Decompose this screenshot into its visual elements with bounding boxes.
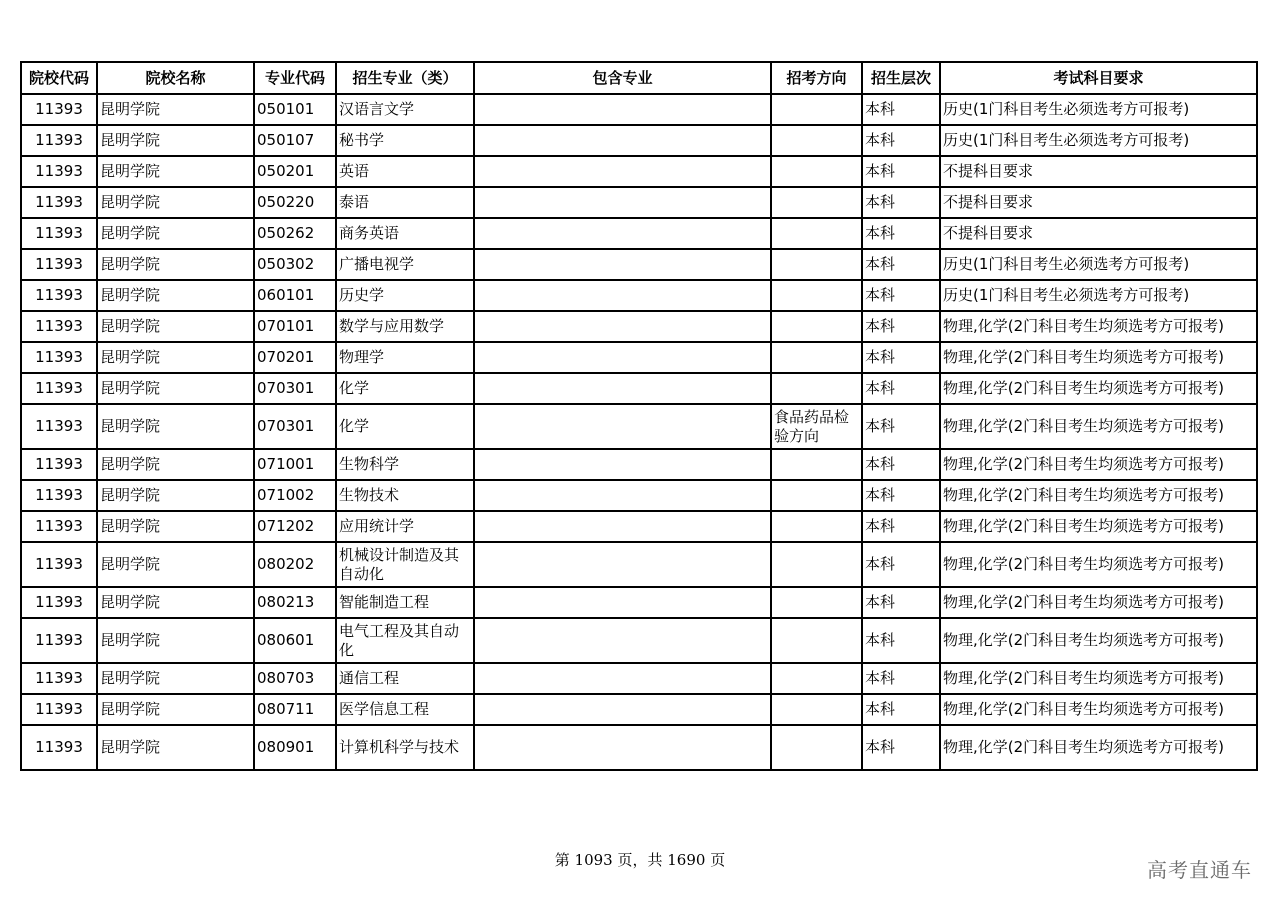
cell-level: 本科 xyxy=(862,511,940,542)
cell-school-name: 昆明学院 xyxy=(97,187,254,218)
cell-school-code: 11393 xyxy=(21,480,97,511)
cell-included-majors xyxy=(474,187,771,218)
cell-school-code: 11393 xyxy=(21,694,97,725)
cell-school-name: 昆明学院 xyxy=(97,587,254,618)
cell-major: 生物技术 xyxy=(336,480,474,511)
cell-included-majors xyxy=(474,94,771,125)
cell-major: 生物科学 xyxy=(336,449,474,480)
cell-level: 本科 xyxy=(862,311,940,342)
cell-school-code: 11393 xyxy=(21,449,97,480)
table-row xyxy=(21,373,1257,404)
table-row xyxy=(21,156,1257,187)
cell-level: 本科 xyxy=(862,94,940,125)
cell-requirement: 物理,化学(2门科目考生均须选考方可报考) xyxy=(940,511,1257,542)
cell-school-code: 11393 xyxy=(21,404,97,449)
cell-direction xyxy=(771,480,862,511)
table-row xyxy=(21,280,1257,311)
cell-major-code: 050107 xyxy=(254,125,336,156)
cell-school-name: 昆明学院 xyxy=(97,480,254,511)
cell-level: 本科 xyxy=(862,449,940,480)
cell-requirement: 不提科目要求 xyxy=(940,187,1257,218)
cell-requirement: 历史(1门科目考生必须选考方可报考) xyxy=(940,125,1257,156)
cell-major: 历史学 xyxy=(336,280,474,311)
header-major: 招生专业（类） xyxy=(336,62,474,94)
cell-level: 本科 xyxy=(862,542,940,587)
cell-direction xyxy=(771,311,862,342)
cell-major: 医学信息工程 xyxy=(336,694,474,725)
table-header-row xyxy=(21,62,1257,94)
cell-major: 商务英语 xyxy=(336,218,474,249)
header-requirement: 考试科目要求 xyxy=(940,62,1257,94)
cell-included-majors xyxy=(474,694,771,725)
cell-major-code: 080703 xyxy=(254,663,336,694)
cell-requirement: 物理,化学(2门科目考生均须选考方可报考) xyxy=(940,542,1257,587)
cell-major-code: 071002 xyxy=(254,480,336,511)
cell-major-code: 080711 xyxy=(254,694,336,725)
cell-direction xyxy=(771,249,862,280)
cell-major: 汉语言文学 xyxy=(336,94,474,125)
cell-requirement: 不提科目要求 xyxy=(940,156,1257,187)
cell-school-code: 11393 xyxy=(21,218,97,249)
admissions-table xyxy=(20,61,1258,771)
cell-major-code: 050262 xyxy=(254,218,336,249)
table-row xyxy=(21,618,1257,663)
cell-major-code: 050101 xyxy=(254,94,336,125)
cell-major: 计算机科学与技术 xyxy=(336,725,474,770)
cell-direction xyxy=(771,663,862,694)
cell-included-majors xyxy=(474,125,771,156)
table-row xyxy=(21,663,1257,694)
cell-major: 广播电视学 xyxy=(336,249,474,280)
cell-major-code: 080901 xyxy=(254,725,336,770)
cell-school-name: 昆明学院 xyxy=(97,542,254,587)
cell-requirement: 历史(1门科目考生必须选考方可报考) xyxy=(940,249,1257,280)
cell-level: 本科 xyxy=(862,587,940,618)
cell-level: 本科 xyxy=(862,156,940,187)
cell-included-majors xyxy=(474,373,771,404)
cell-requirement: 历史(1门科目考生必须选考方可报考) xyxy=(940,280,1257,311)
cell-major: 泰语 xyxy=(336,187,474,218)
table-row xyxy=(21,94,1257,125)
cell-school-code: 11393 xyxy=(21,280,97,311)
cell-major-code: 080213 xyxy=(254,587,336,618)
cell-major-code: 070201 xyxy=(254,342,336,373)
cell-major: 化学 xyxy=(336,373,474,404)
cell-level: 本科 xyxy=(862,280,940,311)
table-row xyxy=(21,218,1257,249)
cell-included-majors xyxy=(474,404,771,449)
cell-major: 秘书学 xyxy=(336,125,474,156)
cell-school-name: 昆明学院 xyxy=(97,94,254,125)
cell-school-name: 昆明学院 xyxy=(97,618,254,663)
table-row xyxy=(21,542,1257,587)
cell-level: 本科 xyxy=(862,480,940,511)
header-school-name: 院校名称 xyxy=(97,62,254,94)
cell-level: 本科 xyxy=(862,618,940,663)
cell-included-majors xyxy=(474,218,771,249)
cell-school-code: 11393 xyxy=(21,311,97,342)
cell-included-majors xyxy=(474,480,771,511)
cell-major: 通信工程 xyxy=(336,663,474,694)
cell-school-name: 昆明学院 xyxy=(97,280,254,311)
cell-level: 本科 xyxy=(862,218,940,249)
page-number-footer: 第 1093 页，共 1690 页 xyxy=(554,851,726,869)
cell-school-name: 昆明学院 xyxy=(97,725,254,770)
cell-requirement: 历史(1门科目考生必须选考方可报考) xyxy=(940,94,1257,125)
cell-major-code: 070101 xyxy=(254,311,336,342)
cell-direction xyxy=(771,342,862,373)
cell-major: 物理学 xyxy=(336,342,474,373)
cell-school-code: 11393 xyxy=(21,725,97,770)
cell-school-code: 11393 xyxy=(21,587,97,618)
cell-included-majors xyxy=(474,311,771,342)
cell-school-name: 昆明学院 xyxy=(97,404,254,449)
cell-school-code: 11393 xyxy=(21,249,97,280)
cell-direction xyxy=(771,156,862,187)
cell-level: 本科 xyxy=(862,342,940,373)
cell-included-majors xyxy=(474,511,771,542)
cell-requirement: 物理,化学(2门科目考生均须选考方可报考) xyxy=(940,694,1257,725)
header-school-code: 院校代码 xyxy=(21,62,97,94)
cell-major: 化学 xyxy=(336,404,474,449)
cell-included-majors xyxy=(474,542,771,587)
table-row xyxy=(21,511,1257,542)
cell-direction xyxy=(771,694,862,725)
cell-direction xyxy=(771,125,862,156)
cell-included-majors xyxy=(474,280,771,311)
cell-level: 本科 xyxy=(862,373,940,404)
cell-direction xyxy=(771,542,862,587)
cell-level: 本科 xyxy=(862,404,940,449)
table-row xyxy=(21,587,1257,618)
cell-requirement: 物理,化学(2门科目考生均须选考方可报考) xyxy=(940,663,1257,694)
table-body xyxy=(21,94,1257,770)
cell-major: 电气工程及其自动化 xyxy=(336,618,474,663)
cell-major: 机械设计制造及其自动化 xyxy=(336,542,474,587)
table-row xyxy=(21,694,1257,725)
cell-major-code: 050220 xyxy=(254,187,336,218)
cell-school-name: 昆明学院 xyxy=(97,694,254,725)
header-level: 招生层次 xyxy=(862,62,940,94)
cell-major-code: 080601 xyxy=(254,618,336,663)
cell-major: 应用统计学 xyxy=(336,511,474,542)
cell-requirement: 物理,化学(2门科目考生均须选考方可报考) xyxy=(940,373,1257,404)
cell-school-code: 11393 xyxy=(21,187,97,218)
cell-direction xyxy=(771,449,862,480)
cell-major-code: 070301 xyxy=(254,373,336,404)
table-row xyxy=(21,311,1257,342)
cell-school-name: 昆明学院 xyxy=(97,125,254,156)
cell-included-majors xyxy=(474,449,771,480)
cell-direction xyxy=(771,511,862,542)
cell-school-name: 昆明学院 xyxy=(97,663,254,694)
cell-requirement: 物理,化学(2门科目考生均须选考方可报考) xyxy=(940,404,1257,449)
cell-level: 本科 xyxy=(862,249,940,280)
cell-requirement: 物理,化学(2门科目考生均须选考方可报考) xyxy=(940,587,1257,618)
cell-school-code: 11393 xyxy=(21,542,97,587)
cell-school-name: 昆明学院 xyxy=(97,373,254,404)
cell-included-majors xyxy=(474,156,771,187)
cell-requirement: 不提科目要求 xyxy=(940,218,1257,249)
cell-direction xyxy=(771,94,862,125)
cell-direction xyxy=(771,218,862,249)
cell-direction xyxy=(771,373,862,404)
cell-school-code: 11393 xyxy=(21,156,97,187)
cell-major-code: 071202 xyxy=(254,511,336,542)
cell-requirement: 物理,化学(2门科目考生均须选考方可报考) xyxy=(940,725,1257,770)
cell-level: 本科 xyxy=(862,125,940,156)
cell-direction xyxy=(771,725,862,770)
table-row xyxy=(21,404,1257,449)
cell-included-majors xyxy=(474,663,771,694)
cell-requirement: 物理,化学(2门科目考生均须选考方可报考) xyxy=(940,480,1257,511)
cell-included-majors xyxy=(474,618,771,663)
cell-level: 本科 xyxy=(862,187,940,218)
cell-major-code: 080202 xyxy=(254,542,336,587)
cell-included-majors xyxy=(474,587,771,618)
cell-school-name: 昆明学院 xyxy=(97,156,254,187)
cell-major: 英语 xyxy=(336,156,474,187)
cell-school-code: 11393 xyxy=(21,618,97,663)
header-major-code: 专业代码 xyxy=(254,62,336,94)
table-row xyxy=(21,249,1257,280)
cell-included-majors xyxy=(474,342,771,373)
cell-level: 本科 xyxy=(862,663,940,694)
header-included-majors: 包含专业 xyxy=(474,62,771,94)
cell-major-code: 070301 xyxy=(254,404,336,449)
table-row xyxy=(21,480,1257,511)
cell-school-code: 11393 xyxy=(21,125,97,156)
cell-direction: 食品药品检验方向 xyxy=(771,404,862,449)
table-row xyxy=(21,187,1257,218)
cell-major-code: 050302 xyxy=(254,249,336,280)
cell-included-majors xyxy=(474,249,771,280)
cell-school-code: 11393 xyxy=(21,663,97,694)
cell-major: 数学与应用数学 xyxy=(336,311,474,342)
header-direction: 招考方向 xyxy=(771,62,862,94)
table-row xyxy=(21,125,1257,156)
cell-school-name: 昆明学院 xyxy=(97,311,254,342)
cell-requirement: 物理,化学(2门科目考生均须选考方可报考) xyxy=(940,449,1257,480)
cell-requirement: 物理,化学(2门科目考生均须选考方可报考) xyxy=(940,311,1257,342)
cell-school-name: 昆明学院 xyxy=(97,249,254,280)
cell-direction xyxy=(771,187,862,218)
cell-level: 本科 xyxy=(862,725,940,770)
watermark: 高考直通车 xyxy=(1147,858,1252,882)
cell-requirement: 物理,化学(2门科目考生均须选考方可报考) xyxy=(940,618,1257,663)
cell-school-name: 昆明学院 xyxy=(97,449,254,480)
cell-included-majors xyxy=(474,725,771,770)
cell-major-code: 071001 xyxy=(254,449,336,480)
cell-school-name: 昆明学院 xyxy=(97,218,254,249)
cell-direction xyxy=(771,280,862,311)
cell-requirement: 物理,化学(2门科目考生均须选考方可报考) xyxy=(940,342,1257,373)
cell-school-code: 11393 xyxy=(21,94,97,125)
cell-major: 智能制造工程 xyxy=(336,587,474,618)
cell-major-code: 050201 xyxy=(254,156,336,187)
table-row xyxy=(21,342,1257,373)
cell-school-code: 11393 xyxy=(21,373,97,404)
cell-direction xyxy=(771,618,862,663)
cell-level: 本科 xyxy=(862,694,940,725)
cell-school-name: 昆明学院 xyxy=(97,342,254,373)
cell-school-code: 11393 xyxy=(21,342,97,373)
table-row xyxy=(21,449,1257,480)
table-row xyxy=(21,725,1257,770)
cell-school-name: 昆明学院 xyxy=(97,511,254,542)
cell-school-code: 11393 xyxy=(21,511,97,542)
cell-major-code: 060101 xyxy=(254,280,336,311)
cell-direction xyxy=(771,587,862,618)
